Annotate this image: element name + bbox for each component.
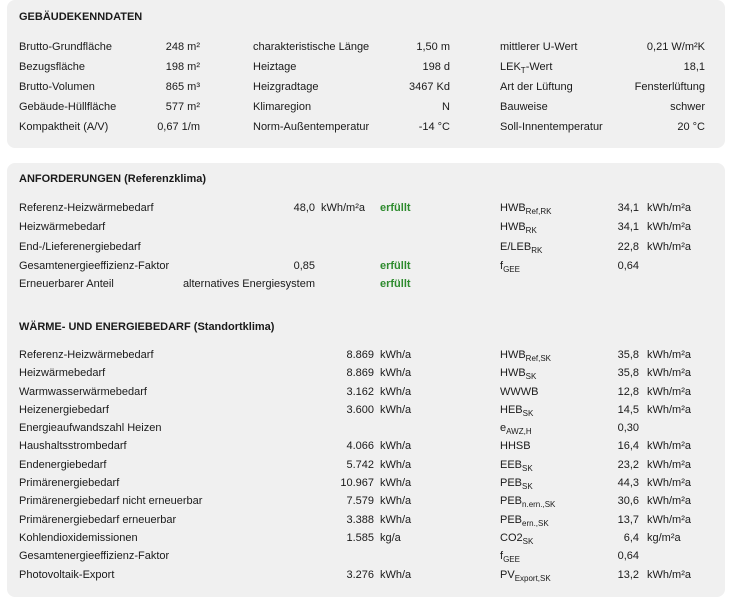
kennzahl-code-text: HWB [500,221,526,233]
kennzahl-unit: kg/m²a [647,532,681,544]
kennzahl-unit: kWh/m²a [647,569,691,581]
anforderung-value: 48,0 [293,202,315,214]
kennzahl-value: 0,64 [617,550,639,562]
gebaeude-value: 865 m³ [165,81,200,93]
bedarf-unit: kWh/a [380,440,412,452]
kennzahl-value: 34,1 [617,221,639,233]
kennzahl-code-sub: AWZ,H [506,427,532,436]
kennzahl-code-text: HHSB [500,440,531,452]
kennzahl-unit: kWh/m²a [647,404,691,416]
kennzahl-code-sub: n.ern.,SK [522,500,556,509]
bedarf-value: 10.967 [340,477,374,489]
gebaeude-value: 0,67 1/m [157,121,200,133]
kennzahl-code-sub: SK [522,537,534,546]
gebaeude-value: schwer [670,101,705,113]
gebaeude-label: Gebäude-Hüllfläche [19,101,117,113]
kennzahl-code-sub: Export,SK [514,574,551,583]
kennzahl-code [500,385,538,399]
bedarf-label: Warmwasserwärmebedarf [19,386,147,398]
kennzahl-code [500,513,549,527]
kennzahl-unit: kWh/m²a [647,221,691,233]
kennzahl-code-text: PEB [500,514,523,526]
kennzahl-code-text: PEB [500,495,523,507]
bedarf-label: Referenz-Heizwärmebedarf [19,349,154,361]
gebaeude-label: Kompaktheit (A/V) [19,121,109,133]
gebaeude-value: 20 °C [677,121,705,133]
kennzahl-code-text: PEB [500,477,523,489]
gebaeude-title: GEBÄUDEKENNDATEN [19,11,143,23]
anforderung-value: alternatives Energiesystem [182,278,315,290]
kennzahl-code [500,403,533,417]
kennzahl-code-text: HWB [500,202,526,214]
anforderung-value: 0,85 [293,260,315,272]
gebaeude-value: -14 °C [418,121,450,133]
bedarf-unit: kWh/a [380,477,412,489]
kennzahl-code-sub: GEE [503,555,520,564]
gebaeude-value: 198 d [422,61,450,73]
gebaeude-label: Klimaregion [253,101,312,113]
kennzahl-code-text: f [500,260,504,272]
bedarf-unit: kWh/a [380,367,412,379]
anforderung-unit: kWh/m²a [321,202,365,214]
bedarf-value: 4.066 [346,440,374,452]
bedarf-label: Endenergiebedarf [19,459,107,471]
kennzahl-code-text: e [500,422,507,434]
kennzahl-code-sub: GEE [503,265,520,274]
waerme-title: WÄRME- UND ENERGIEBEDARF (Standortklima) [19,321,275,333]
kennzahl-value: 34,1 [617,202,639,214]
kennzahl-unit: kWh/m²a [647,459,691,471]
kennzahl-code [500,531,533,545]
kennzahl-value: 30,6 [617,495,639,507]
kennzahl-code [500,568,551,582]
gebaeude-label: Norm-Außentemperatur [253,121,370,133]
gebaeude-label: Bezugsfläche [19,61,86,73]
kennzahl-code [500,439,531,453]
bedarf-value: 3.388 [346,514,374,526]
kennzahl-code-text: WWWB [500,386,539,398]
kennzahl-unit: kWh/m²a [647,202,691,214]
kennzahl-code-sub: SK [522,464,533,473]
kennzahl-value: 23,2 [617,459,639,471]
lek-text: LEK [500,61,521,73]
gebaeude-value: Fensterlüftung [634,81,705,93]
kennzahl-value: 12,8 [617,386,639,398]
kennzahl-code [500,458,533,472]
bedarf-value: 5.742 [346,459,374,471]
gebaeude-value: 198 m² [165,61,200,73]
bedarf-unit: kWh/a [380,349,412,361]
gebaeude-value: 1,50 m [416,41,450,53]
bedarf-label: Primärenergiebedarf erneuerbar [19,514,177,526]
kennzahl-code-sub: ern.,SK [522,519,549,528]
kennzahl-code-text: CO2 [500,532,523,544]
anforderungen-title: ANFORDERUNGEN (Referenzklima) [19,173,207,185]
kennzahl-code-sub: SK [525,372,537,381]
gebaeude-value: 3467 Kd [409,81,450,93]
kennzahl-unit: kWh/m²a [647,349,691,361]
bedarf-value: 3.162 [346,386,374,398]
gebaeude-value: 248 m² [165,41,200,53]
bedarf-label: Primärenergiebedarf [19,477,120,489]
kennzahl-unit: kWh/m²a [647,440,691,452]
bedarf-unit: kWh/a [380,404,412,416]
kennzahl-value: 16,4 [617,440,639,452]
lek-suffix: -Wert [525,61,553,73]
kennzahl-code-text: HEB [500,404,523,416]
kennzahl-value: 0,64 [617,260,639,272]
kennzahl-code-sub: SK [522,482,533,491]
kennzahl-code [500,348,551,362]
kennzahl-value: 35,8 [617,367,639,379]
kennzahl-code-text: E/LEB [500,241,532,253]
kennzahl-code [500,240,542,254]
bedarf-unit: kWh/a [380,514,412,526]
bedarf-unit: kWh/a [380,495,412,507]
bedarf-unit: kg/a [380,532,401,544]
kennzahl-code [500,476,533,490]
bedarf-label: Primärenergiebedarf nicht erneuerbar [19,495,203,507]
bedarf-label: Heizenergiebedarf [19,404,109,416]
gebaeude-label: Brutto-Grundfläche [19,41,112,53]
anforderung-label: Gesamtenergieeffizienz-Faktor [19,260,170,272]
kennzahl-unit: kWh/m²a [647,495,691,507]
kennzahl-code-sub: RK [525,226,537,235]
gebaeude-value: N [442,101,450,113]
gebaeude-value: 18,1 [683,61,705,73]
kennzahl-unit: kWh/m²a [647,477,691,489]
kennzahl-code-text: f [500,550,504,562]
bedarf-value: 7.579 [346,495,374,507]
bedarf-label: Gesamtenergieeffizienz-Faktor [19,550,170,562]
bedarf-value: 3.600 [346,404,374,416]
kennzahl-code [500,494,555,508]
kennzahl-code-sub: RK [531,246,543,255]
gebaeude-label: Brutto-Volumen [19,81,95,93]
kennzahl-unit: kWh/m²a [647,514,691,526]
bedarf-unit: kWh/a [380,569,412,581]
gebaeude-label: Heiztage [253,61,297,73]
kennzahl-value: 13,2 [617,569,639,581]
kennzahl-code [500,549,520,563]
kennzahl-value: 0,30 [617,422,639,434]
kennzahl-value: 13,7 [617,514,639,526]
bedarf-label: Kohlendioxidemissionen [19,532,138,544]
gebaeude-label: Art der Lüftung [500,81,573,93]
kennzahl-unit: kWh/m²a [647,386,691,398]
kennzahl-code [500,220,537,234]
bedarf-unit: kWh/a [380,386,412,398]
anforderung-label: Referenz-Heizwärmebedarf [19,202,154,214]
anforderung-label: Erneuerbarer Anteil [19,278,114,290]
kennzahl-code [500,366,536,380]
kennzahl-code [500,421,532,435]
gebaeude-label: Soll-Innentemperatur [500,121,603,133]
lek-sub: T [520,66,526,75]
bedarf-label: Energieaufwandszahl Heizen [19,422,162,434]
gebaeude-label: charakteristische Länge [253,41,370,53]
bedarf-value: 3.276 [346,569,374,581]
kennzahl-code-text: HWB [500,349,526,361]
gebaeude-label [500,60,552,74]
bedarf-value: 8.869 [346,349,374,361]
bedarf-unit: kWh/a [380,459,412,471]
gebaeude-label: Bauweise [500,101,548,113]
kennzahl-code-sub: Ref,RK [525,207,552,216]
status-erfuellt: erfüllt [380,260,411,272]
kennzahl-code-text: EEB [500,459,523,471]
gebaeude-label: mittlerer U-Wert [500,41,578,53]
kennzahl-code [500,201,551,215]
kennzahl-unit: kWh/m²a [647,241,691,253]
bedarf-label: Haushaltsstrombedarf [19,440,127,452]
status-erfuellt: erfüllt [380,202,411,214]
kennzahl-code-text: PV [500,569,515,581]
kennzahl-code-sub: Ref,SK [525,354,552,363]
gebaeude-label: Heizgradtage [253,81,319,93]
kennzahl-value: 44,3 [617,477,639,489]
anforderung-label: Heizwärmebedarf [19,221,106,233]
kennzahl-code-text: HWB [500,367,526,379]
kennzahl-value: 22,8 [617,241,639,253]
status-erfuellt: erfüllt [380,278,411,290]
bedarf-value: 8.869 [346,367,374,379]
bedarf-value: 1.585 [346,532,374,544]
kennzahl-unit: kWh/m²a [647,367,691,379]
bedarf-label: Photovoltaik-Export [19,569,115,581]
anforderung-label: End-/Lieferenergiebedarf [19,241,141,253]
gebaeude-value: 0,21 W/m²K [646,41,705,53]
kennzahl-value: 35,8 [617,349,639,361]
kennzahl-value: 14,5 [617,404,639,416]
kennzahl-code [500,259,520,273]
kennzahl-value: 6,4 [623,532,639,544]
bedarf-label: Heizwärmebedarf [19,367,106,379]
kennzahl-code-sub: SK [522,409,534,418]
gebaeude-value: 577 m² [165,101,200,113]
